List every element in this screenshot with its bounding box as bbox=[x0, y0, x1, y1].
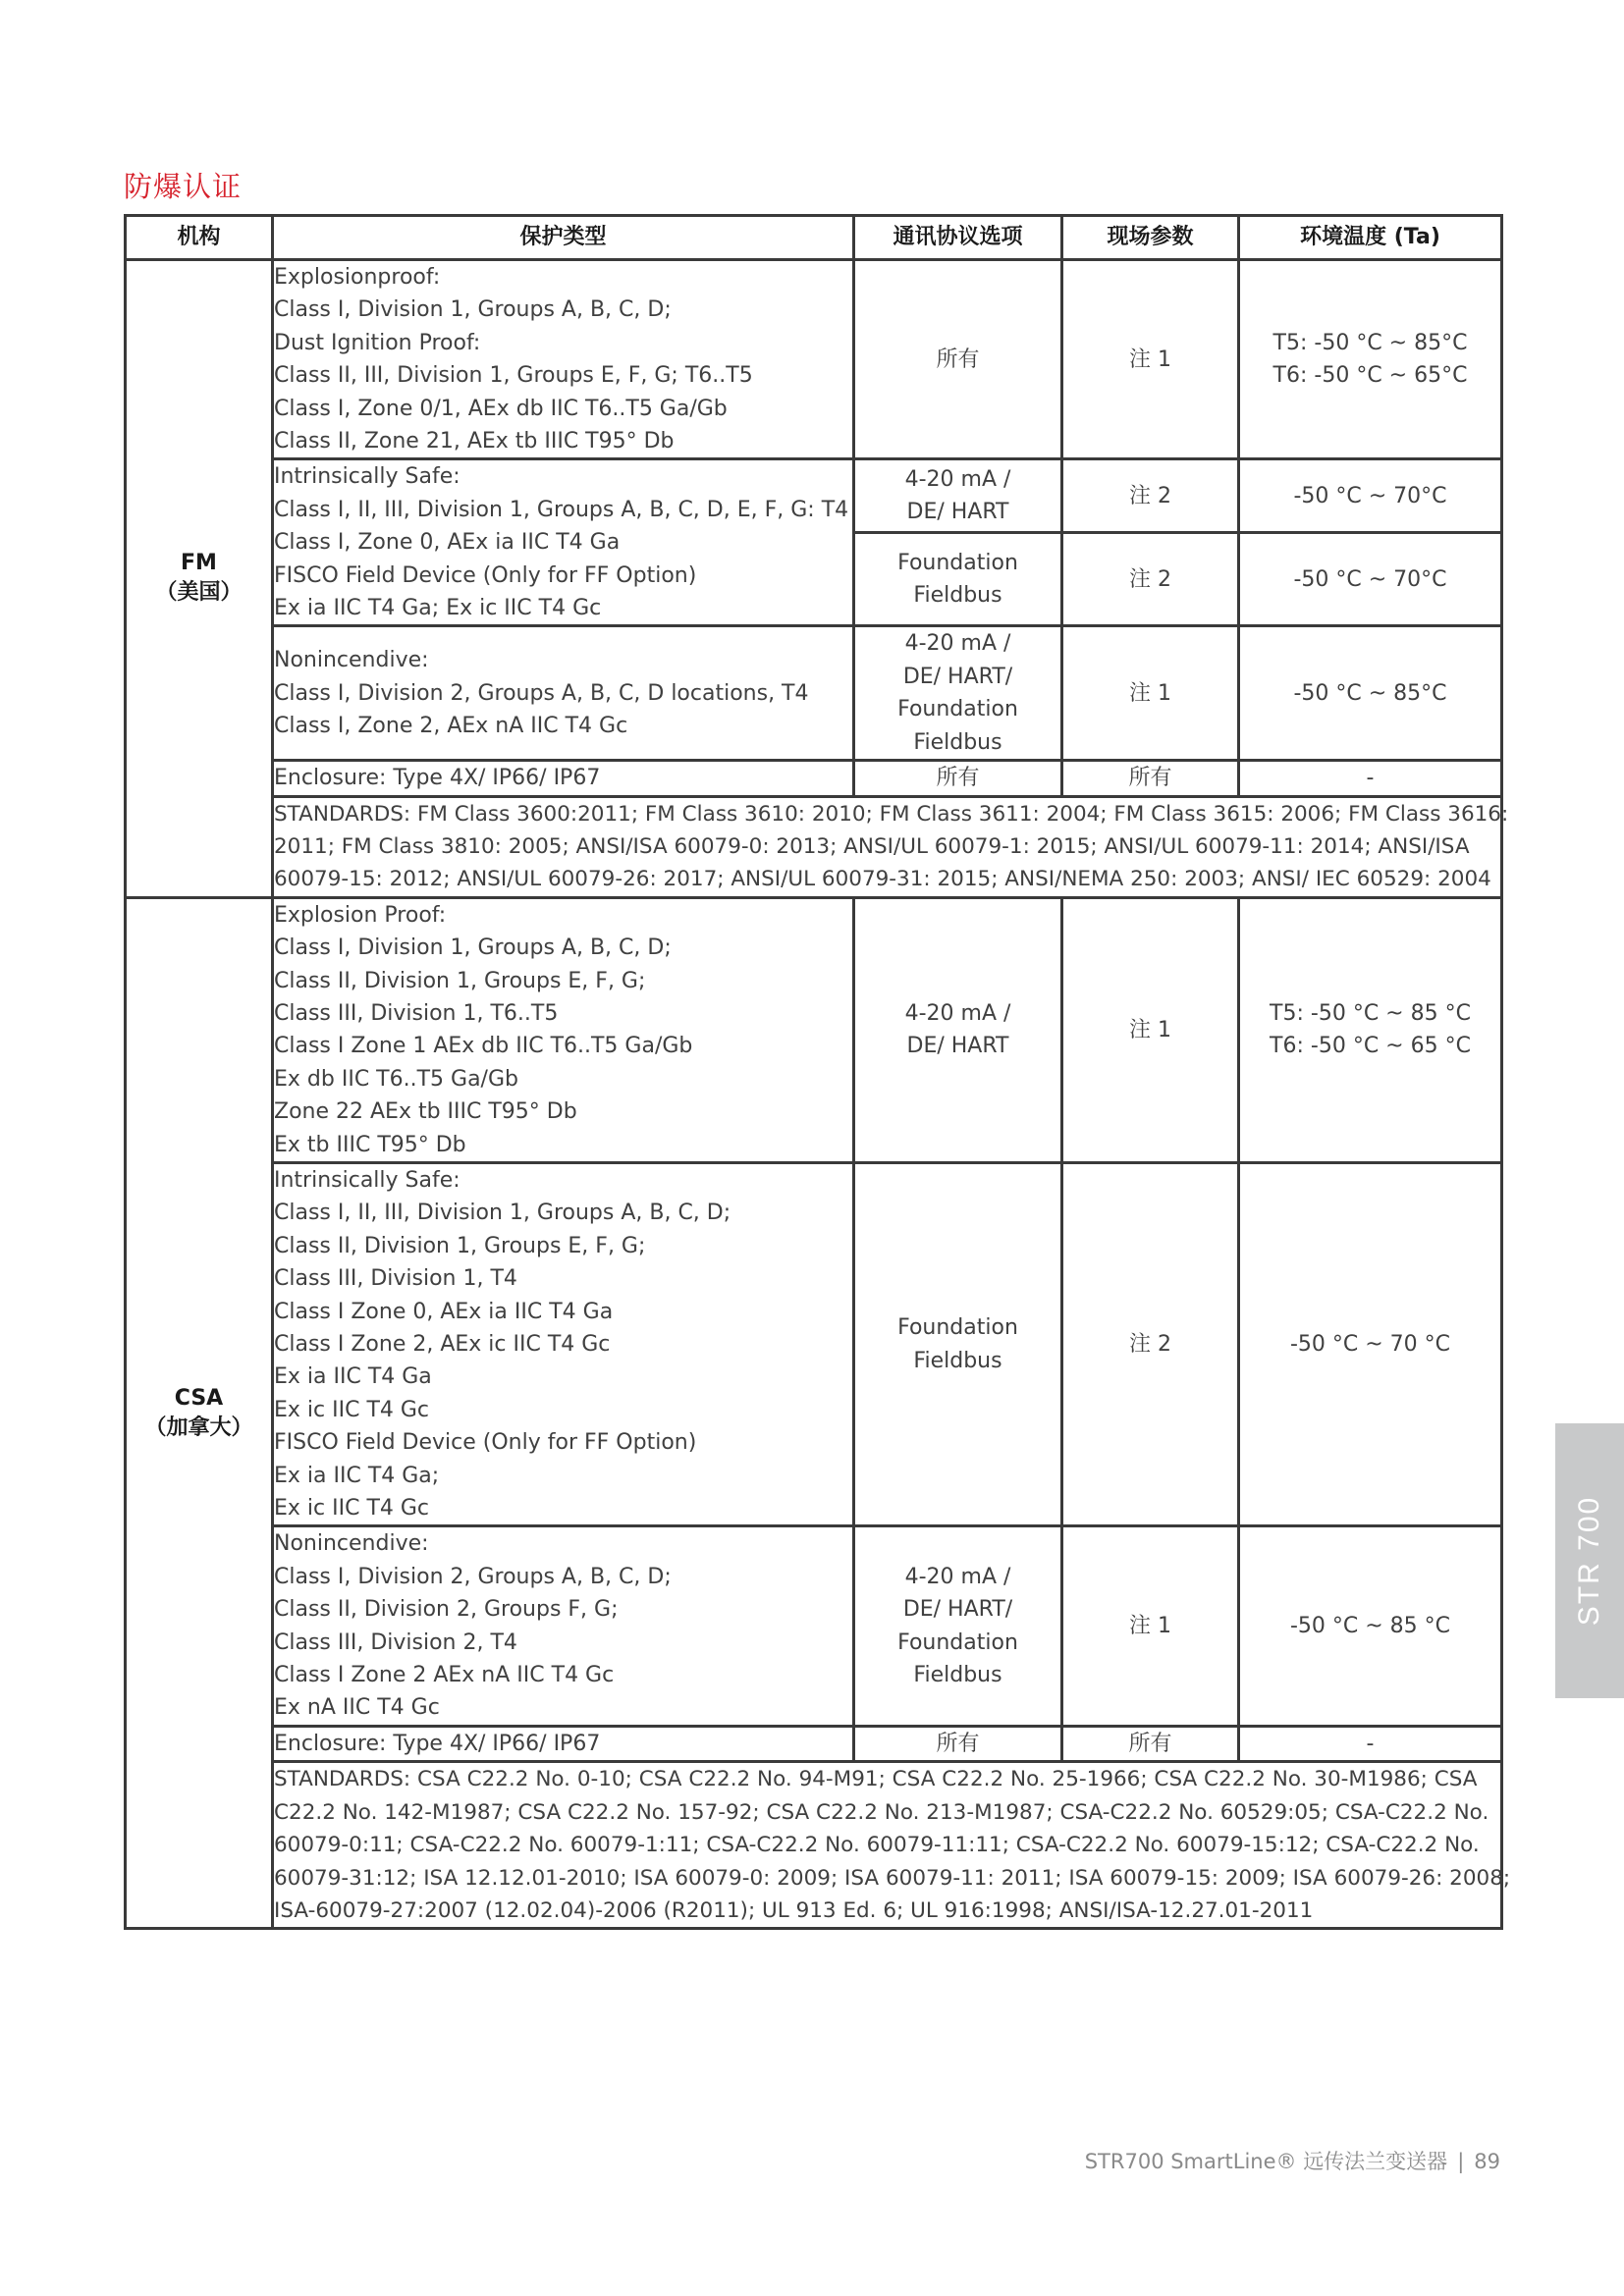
csa-explosionproof-protocol: 4-20 mA / DE/ HART bbox=[854, 897, 1062, 1162]
side-tab bbox=[1555, 1423, 1624, 1698]
certification-table bbox=[124, 214, 1511, 1930]
table-row bbox=[126, 626, 1502, 761]
csa-intrinsic-protection: Intrinsically Safe: Class I, II, III, Division 1, Groups A, B, C, D; Class II, Division 1, Groups E, F, G; Class III, Division 1, T4 Class I Zone 0, AEx ia IIC T4 Ga Class I Zone 2, AEx ic IIC T4 Gc Ex ia IIC T4 Ga Ex ic IIC T4 Gc FISCO Field Device (Only for FF Option) Ex ia IIC T4 Ga; Ex ic IIC T4 Gc bbox=[273, 1162, 854, 1525]
fm-standards: STANDARDS: FM Class 3600:2011; FM Class 3610: 2010; FM Class 3611: 2004; FM Class 3615: 2006; FM Class 3616: 2011; FM Class 3810: 2005; ANSI/ISA 60079-0: 2013; ANSI/UL 60079-1: 2015; ANSI/UL 60079-11: 2014; ANSI/ISA 60079-15: 2012; ANSI/UL 60079-26: 2017; ANSI/UL 60079-31: 2015; ANSI/NEMA 250: 2003; ANSI/ IEC 60529: 2004 bbox=[273, 796, 1502, 897]
table-row bbox=[126, 796, 1502, 897]
csa-intrinsic-temp: -50 °C ~ 70 °C bbox=[1239, 1162, 1502, 1525]
fm-enclosure: Enclosure: Type 4X/ IP66/ IP67 bbox=[273, 761, 854, 796]
csa-intrinsic-field: 注 2 bbox=[1062, 1162, 1239, 1525]
csa-nonincendive-protection: Nonincendive: Class I, Division 2, Groups A, B, C, D; Class II, Division 2, Groups F, G; Class III, Division 2, T4 Class I Zone 2 AEx nA IIC T4 Gc Ex nA IIC T4 Gc bbox=[273, 1526, 854, 1726]
page-footer bbox=[1085, 2146, 1500, 2175]
agency-csa: CSA （加拿大） bbox=[126, 897, 273, 1929]
fm-explosionproof-protocol: 所有 bbox=[854, 260, 1062, 459]
table-row bbox=[126, 1162, 1502, 1525]
csa-standards: STANDARDS: CSA C22.2 No. 0-10; CSA C22.2 No. 94-M91; CSA C22.2 No. 25-1966; CSA C22.2 No. 30-M1986; CSA C22.2 No. 142-M1987; CSA C22.2 No. 157-92; CSA C22.2 No. 213-M1987; CSA-C22.2 No. 60529:05; CSA-C22.2 No. 60079-0:11; CSA-C22.2 No. 60079-1:11; CSA-C22.2 No. 60079-11:11; CSA-C22.2 No. 60079-15:12; CSA-C22.2 No. 60079-31:12; ISA 12.12.01-2010; ISA 60079-0: 2009; ISA 60079-11: 2011; ISA 60079-15: 2009; ISA 60079-26: 2008; ISA-60079-27:2007 (12.02.04)-2006 (R2011); UL 913 Ed. 6; UL 916:1998; ANSI/ISA-12.27.01-2011 bbox=[273, 1762, 1502, 1929]
csa-explosionproof-temp: T5: -50 °C ~ 85 °C T6: -50 °C ~ 65 °C bbox=[1239, 897, 1502, 1162]
footer-title: STR700 SmartLine® 远传法兰变送器 bbox=[1084, 2150, 1448, 2173]
fm-enclosure-field: 所有 bbox=[1062, 761, 1239, 796]
table-row bbox=[126, 1726, 1502, 1761]
table-row bbox=[126, 1526, 1502, 1726]
page-number: 89 bbox=[1474, 2150, 1500, 2173]
csa-enclosure: Enclosure: Type 4X/ IP66/ IP67 bbox=[273, 1726, 854, 1761]
csa-explosionproof-protection: Explosion Proof: Class I, Division 1, Groups A, B, C, D; Class II, Division 1, Groups E, F, G; Class III, Division 1, T6..T5 Class I Zone 1 AEx db IIC T6..T5 Ga/Gb Ex db IIC T6..T5 Ga/Gb Zone 22 AEx tb IIIC T95° Db Ex tb IIIC T95° Db bbox=[273, 897, 854, 1162]
fm-intrinsic-protocol-ff: Foundation Fieldbus bbox=[854, 533, 1062, 626]
fm-explosionproof-field: 注 1 bbox=[1062, 260, 1239, 459]
table-row bbox=[126, 459, 1502, 533]
fm-nonincendive-protocol: 4-20 mA / DE/ HART/ Foundation Fieldbus bbox=[854, 626, 1062, 761]
header-field-parameters: 现场参数 bbox=[1062, 216, 1239, 260]
csa-enclosure-protocol: 所有 bbox=[854, 1726, 1062, 1761]
csa-enclosure-temp: - bbox=[1239, 1726, 1502, 1761]
table-row bbox=[126, 761, 1502, 796]
table-header-row bbox=[126, 216, 1502, 260]
section-heading: 防爆认证 bbox=[124, 170, 243, 203]
fm-intrinsic-temp-hart: -50 °C ~ 70°C bbox=[1239, 459, 1502, 533]
csa-nonincendive-protocol: 4-20 mA / DE/ HART/ Foundation Fieldbus bbox=[854, 1526, 1062, 1726]
fm-intrinsic-temp-ff: -50 °C ~ 70°C bbox=[1239, 533, 1502, 626]
csa-nonincendive-field: 注 1 bbox=[1062, 1526, 1239, 1726]
header-protection-type: 保护类型 bbox=[273, 216, 854, 260]
csa-enclosure-field: 所有 bbox=[1062, 1726, 1239, 1761]
header-protocol: 通讯协议选项 bbox=[854, 216, 1062, 260]
fm-intrinsic-protection: Intrinsically Safe: Class I, II, III, Division 1, Groups A, B, C, D, E, F, G: T4 Class I, Zone 0, AEx ia IIC T4 Ga FISCO Field Device (Only for FF Option) Ex ia IIC T4 Ga; Ex ic IIC T4 Gc bbox=[273, 459, 854, 626]
fm-nonincendive-temp: -50 °C ~ 85°C bbox=[1239, 626, 1502, 761]
table-row bbox=[126, 1762, 1502, 1929]
fm-explosionproof-protection: Explosionproof: Class I, Division 1, Groups A, B, C, D; Dust Ignition Proof: Class II, III, Division 1, Groups E, F, G; T6..T5 Class I, Zone 0/1, AEx db IIC T6..T5 Ga/Gb Class II, Zone 21, AEx tb IIIC T95° Db bbox=[273, 260, 854, 459]
table-row bbox=[126, 897, 1502, 1162]
side-tab-label: STR 700 bbox=[1573, 1495, 1606, 1627]
fm-enclosure-protocol: 所有 bbox=[854, 761, 1062, 796]
footer-separator: | bbox=[1457, 2150, 1465, 2173]
table-row bbox=[126, 260, 1502, 459]
fm-nonincendive-protection: Nonincendive: Class I, Division 2, Groups A, B, C, D locations, T4 Class I, Zone 2, AEx nA IIC T4 Gc bbox=[273, 626, 854, 761]
csa-intrinsic-protocol: Foundation Fieldbus bbox=[854, 1162, 1062, 1525]
fm-intrinsic-protocol-hart: 4-20 mA / DE/ HART bbox=[854, 459, 1062, 533]
csa-nonincendive-temp: -50 °C ~ 85 °C bbox=[1239, 1526, 1502, 1726]
fm-enclosure-temp: - bbox=[1239, 761, 1502, 796]
fm-intrinsic-field-hart: 注 2 bbox=[1062, 459, 1239, 533]
fm-nonincendive-field: 注 1 bbox=[1062, 626, 1239, 761]
agency-fm: FM （美国） bbox=[126, 260, 273, 898]
header-agency: 机构 bbox=[126, 216, 273, 260]
fm-intrinsic-field-ff: 注 2 bbox=[1062, 533, 1239, 626]
csa-explosionproof-field: 注 1 bbox=[1062, 897, 1239, 1162]
header-ambient-temperature: 环境温度 (Ta) bbox=[1239, 216, 1502, 260]
fm-explosionproof-temp: T5: -50 °C ~ 85°C T6: -50 °C ~ 65°C bbox=[1239, 260, 1502, 459]
